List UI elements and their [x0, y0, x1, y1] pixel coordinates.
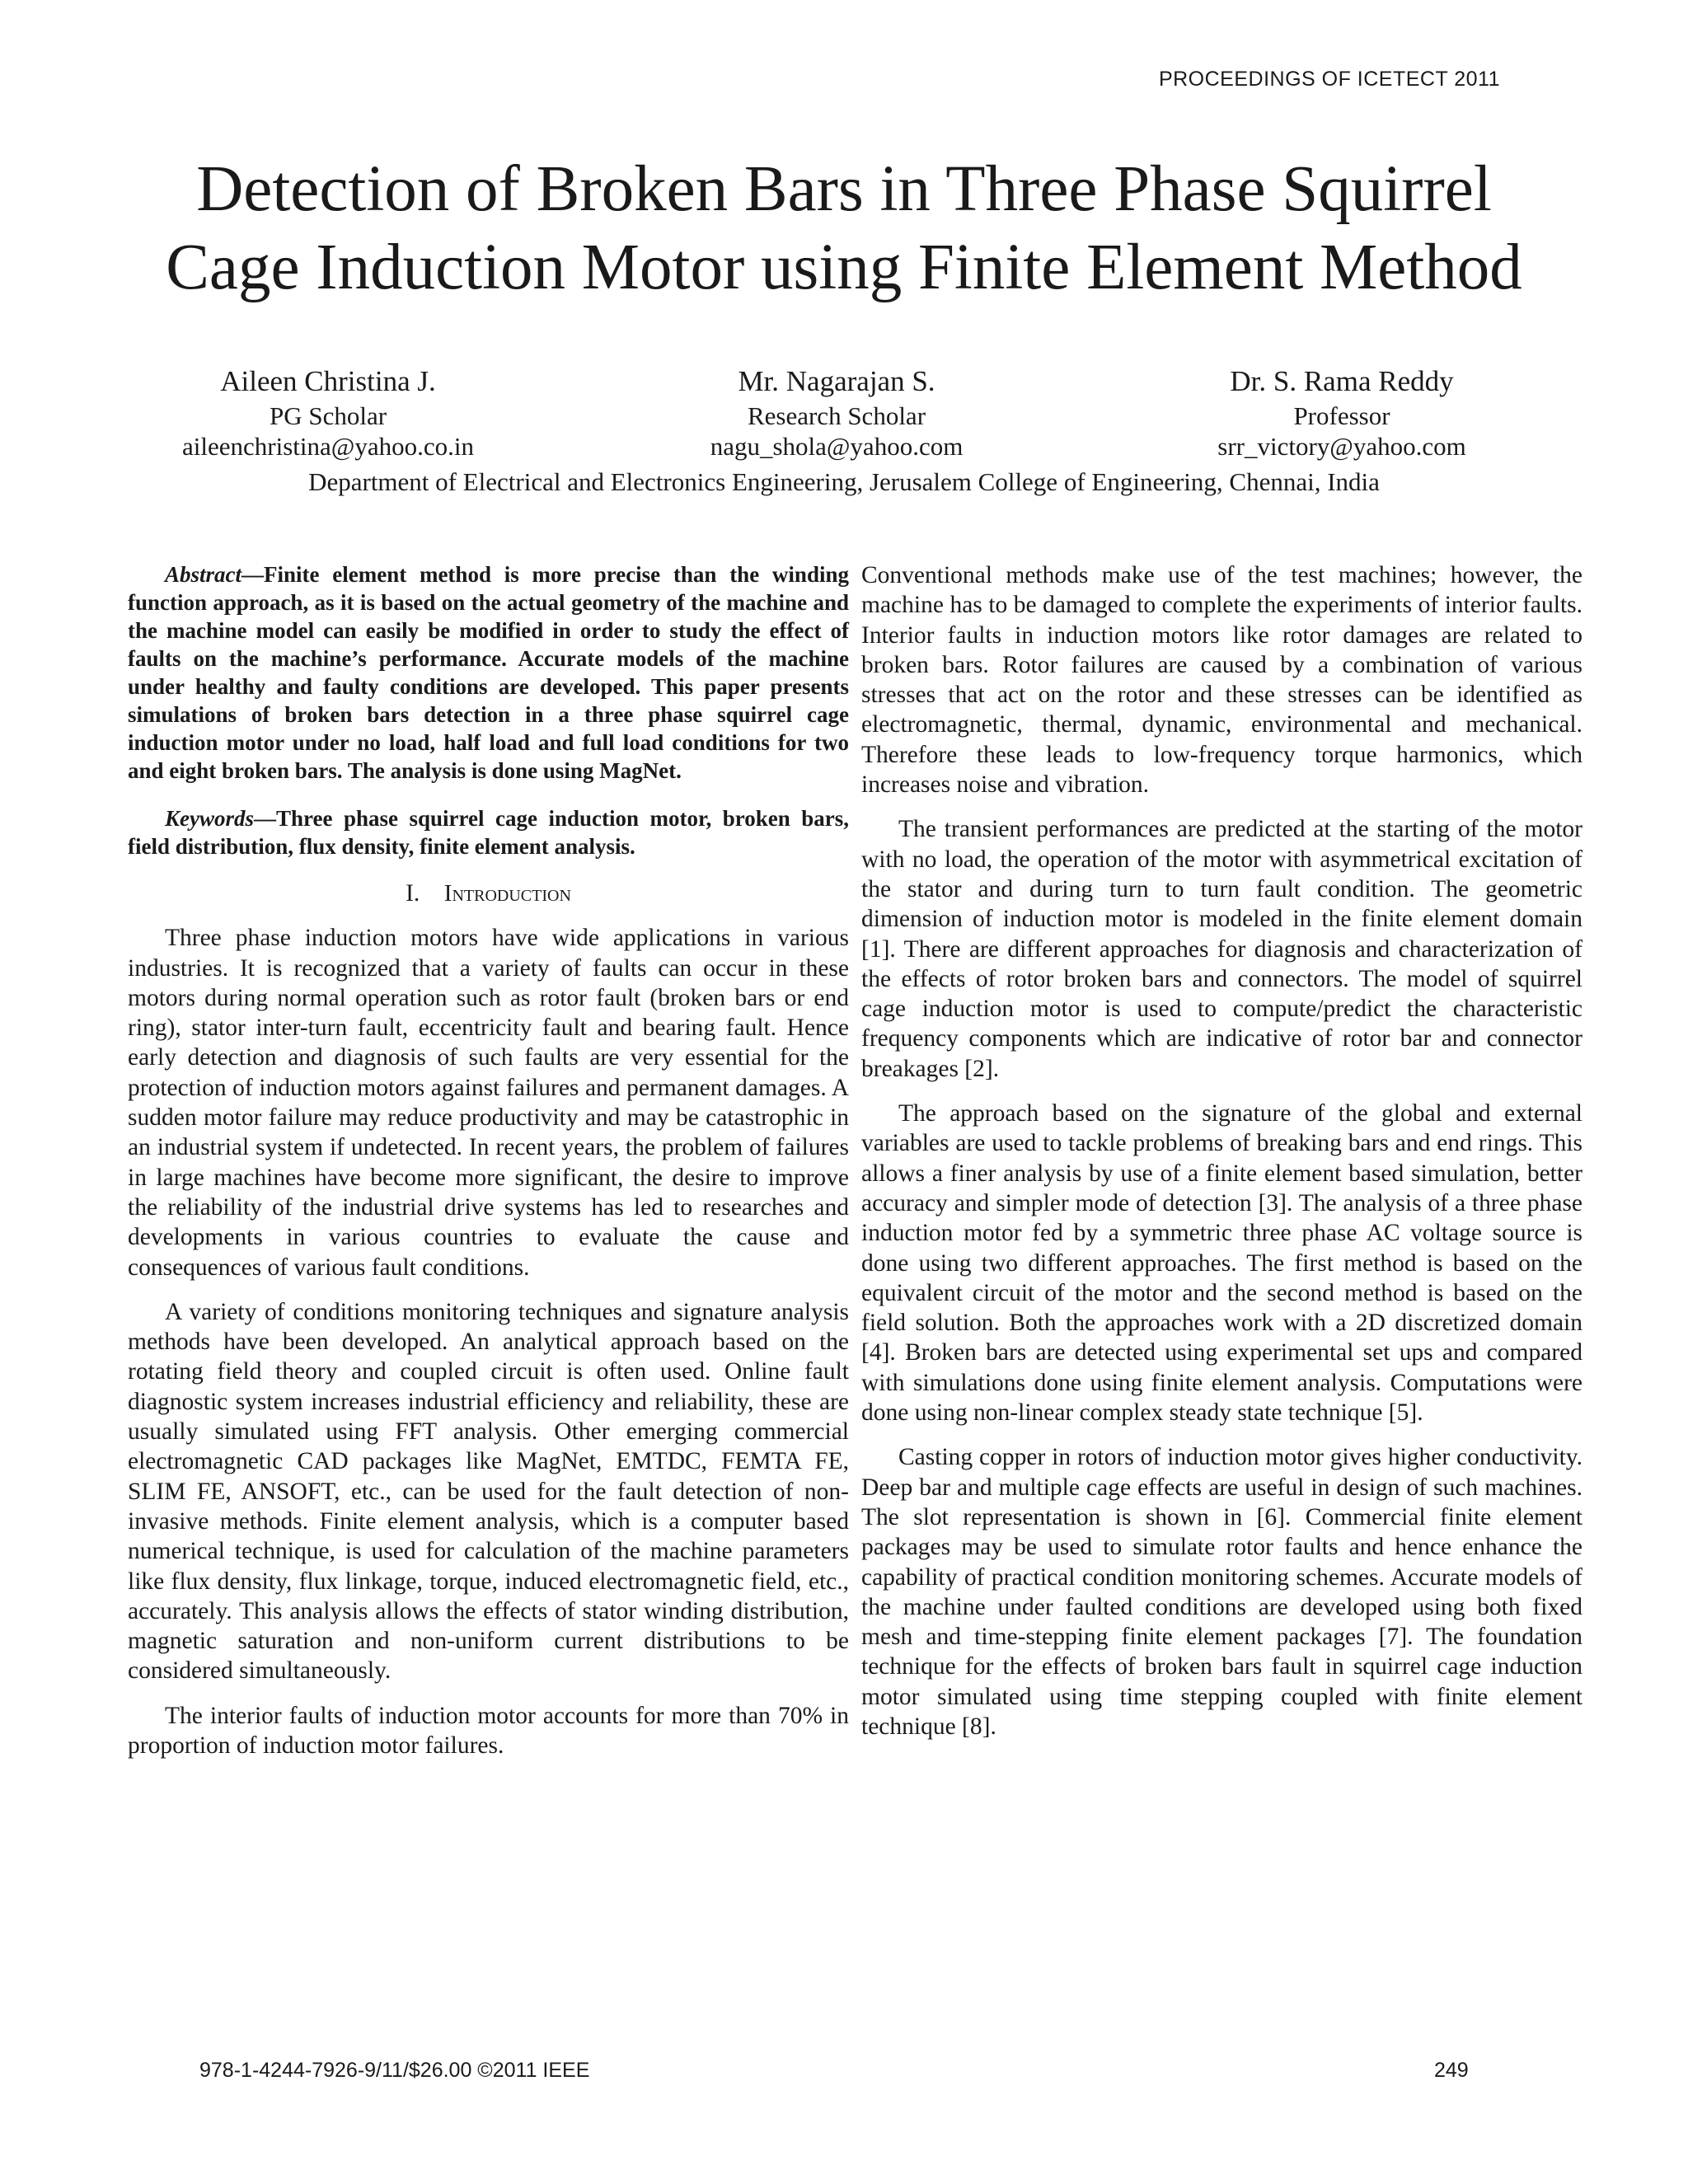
body-paragraph: A variety of conditions monitoring techniques and signature analysis methods have been developed. An analytical approach based on the rotating field theory and coupled circuit is often used. Online fault diagnostic system increases industrial efficiency and reliability, these are usually simulated using FFT analysis. Other emerging commercial electromagnetic CAD packages like MagNet, EMTDC, FEMTA FE, SLIM FE, ANSOFT, etc., can be used for the fault detection of non-invasive methods. Finite element analysis, which is a computer based numerical technique, is used for calculation of the machine parameters like flux density, flux linkage, torque, induced electromagnetic field, etc., accurately. This analysis allows the effects of stator winding distribution, magnetic saturation and non-uniform current distributions to be considered simultaneously.	[128, 1298, 849, 1685]
abstract-text: —Finite element method is more precise than the winding function approach, as it is based on the actual geometry of the machine and the machine model can easily be modified in order to study the effect of faults on the machine’s performance. Accurate models of the machine under healthy and faulty conditions are developed. This paper presents simulations of broken bars detection in a three phase squirrel cage induction motor under no load, half load and full load conditions for two and eight broken bars. The analysis is done using MagNet.	[128, 562, 849, 783]
author-block-2	[606, 363, 1067, 462]
page-number: 249	[1434, 2059, 1469, 2082]
left-column	[128, 560, 849, 1760]
title-line-2: Cage Induction Motor using Finite Element Method	[166, 232, 1522, 303]
section-heading-introduction	[128, 879, 849, 908]
author-block-1	[97, 363, 559, 462]
abstract	[128, 560, 849, 785]
title-line-1: Detection of Broken Bars in Three Phase Squirrel	[196, 153, 1492, 225]
paper-title	[82, 150, 1606, 307]
author-role: PG Scholar	[269, 401, 387, 430]
author-name: Mr. Nagarajan S.	[738, 365, 935, 397]
affiliation: Department of Electrical and Electronics Engineering, Jerusalem College of Engineering, Chennai, India	[308, 467, 1380, 496]
body-paragraph: Conventional methods make use of the test machines; however, the machine has to be damaged to complete the experiments of interior faults. Interior faults in induction motors like rotor damages are related to broken bars. Rotor failures are caused by a combination of various stresses that act on the rotor and these stresses can be identified as electromagnetic, thermal, dynamic, environmental and mechanical. Therefore these leads to low-frequency torque harmonics, which increases noise and vibration.	[861, 562, 1582, 799]
author-role: Professor	[1293, 401, 1390, 430]
author-email: nagu_shola@yahoo.com	[710, 432, 964, 461]
keywords	[128, 804, 849, 860]
body-paragraph: The approach based on the signature of the global and external variables are used to tackle problems of breaking bars and end rings. This allows a finer analysis by use of a finite element based simulation, better accuracy and simpler mode of detection [3]. The analysis of a three phase induction motor fed by a symmetric three phase AC voltage source is done using two different approaches. The first method is based on the equivalent circuit of the motor and the second method is based on the field solution. Both the approaches work with a 2D discretized domain [4]. Broken bars are detected using experimental set ups and compared with simulations done using finite element analysis. Computations were done using non-linear complex steady state technique [5].	[861, 1100, 1582, 1427]
author-name: Dr. S. Rama Reddy	[1230, 365, 1454, 397]
keywords-text: —Three phase squirrel cage induction motor, broken bars, field distribution, flux density, finite element analysis.	[128, 806, 849, 859]
author-email: aileenchristina@yahoo.co.in	[182, 432, 474, 461]
body-paragraph: The transient performances are predicted at the starting of the motor with no load, the operation of the motor with asymmetrical excitation of the stator and during turn to turn fault condition. The geometric dimension of induction motor is modeled in the finite element domain [1]. There are different approaches for diagnosis and characterization of the effects of rotor broken bars and connectors. The model of squirrel cage induction motor is used to compute/predict the characteristic frequency components which are indicative of rotor bar and connector breakages [2].	[861, 816, 1582, 1082]
abstract-label: Abstract	[165, 562, 242, 587]
section-title: Introduction	[443, 880, 571, 907]
keywords-label: Keywords	[165, 806, 254, 831]
body-paragraph: Three phase induction motors have wide applications in various industries. It is recognized that a variety of faults can occur in these motors during normal operation such as rotor fault (broken bars or end ring), stator inter-turn fault, eccentricity fault and bearing fault. Hence early detection and diagnosis of such faults are very essential for the protection of induction motors against failures and permanent damages. A sudden motor failure may reduce productivity and may be catastrophic in an industrial system if undetected. In recent years, the problem of failures in large machines have become more significant, the desire to improve the reliability of the industrial drive systems has led to researches and developments in various countries to evaluate the cause and consequences of various fault conditions.	[128, 925, 849, 1281]
body-paragraph: The interior faults of induction motor accounts for more than 70% in proportion of induction motor failures.	[128, 1702, 849, 1760]
author-name: Aileen Christina J.	[220, 365, 436, 397]
body-paragraph: Casting copper in rotors of induction motor gives higher conductivity. Deep bar and multiple cage effects are useful in design of such machines. The slot representation is shown in [6]. Commercial finite element packages may be used to simulate rotor faults and hence enhance the capability of practical condition monitoring schemes. Accurate models of the machine under faulted conditions are developed using both fixed mesh and time-stepping finite element packages [7]. The foundation technique for the effects of broken bars fault in squirrel cage induction motor simulated using time stepping coupled with finite element technique [8].	[861, 1444, 1582, 1740]
author-block-3	[1111, 363, 1573, 462]
right-column	[861, 560, 1582, 1741]
footer-isbn: 978-1-4244-7926-9/11/$26.00 ©2011 IEEE	[199, 2059, 590, 2082]
author-role: Research Scholar	[747, 401, 926, 430]
proceedings-header: PROCEEDINGS OF ICETECT 2011	[1158, 68, 1500, 91]
author-email: srr_victory@yahoo.com	[1217, 432, 1466, 461]
section-number: I.	[406, 880, 420, 907]
